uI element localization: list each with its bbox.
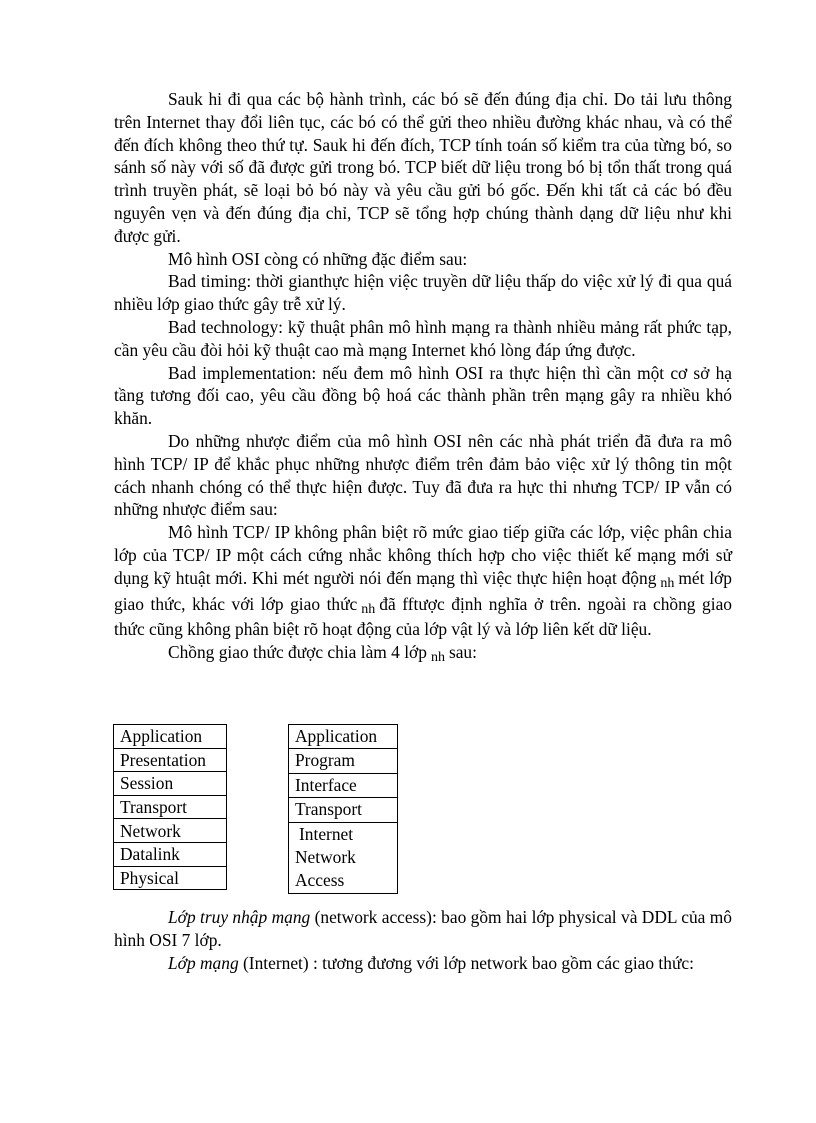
osi-layer-cell: Network (114, 819, 227, 843)
paragraph-packet-routing: Sauk hi đi qua các bộ hành trình, các bó sẽ đến đúng địa chỉ. Do tải lưu thông trên Internet thay đổi liên tục, các bó có thể gửi theo nhiều đường khác nhau, và có thể đến đích không theo thứ tự. Sauk hi đến đích, TCP tính toán số kiểm tra của từng bó, so sánh số này với số đã được gửi trong bó. TCP biết dữ liệu trong bó bị tổn thất trong quá trình truyền phát, sẽ loại bỏ bó này và yêu cầu gửi bó gốc. Đến khi tất cả các bó đều nguyên vẹn và đến đúng địa chỉ, TCP sẽ tổng hợp chúng thành dạng dữ liệu như khi được gửi. (114, 89, 732, 246)
tcpip-layer-label: Transport (295, 799, 362, 820)
table-row (289, 773, 398, 797)
table-row (114, 819, 227, 843)
paragraph-bad-implementation: Bad implementation: nếu đem mô hình OSI ra thực hiện thì cần một cơ sở hạ tầng tương đối cao, yêu cầu đồng bộ hoá các thành phần trên mạng gây ra nhiều khó khăn. (114, 362, 732, 429)
nh-fragment-2: nh (361, 601, 376, 617)
tcpip-interface-cell (289, 773, 398, 797)
tcpip-application-cell (289, 725, 398, 749)
table-row (114, 748, 227, 772)
stack-intro-tail: sau: (448, 642, 477, 663)
paragraph-network-access (114, 906, 732, 952)
table-row (289, 798, 398, 822)
tcpip-layer-label: Internet (299, 823, 354, 844)
table-row (289, 749, 398, 773)
nh-fragment-3: nh (430, 650, 445, 666)
table-row (289, 822, 398, 893)
osi-layer-cell: Transport (114, 795, 227, 819)
osi-layer-cell: Application (114, 725, 227, 749)
osi-layer-cell: Session (114, 772, 227, 796)
layer-comparison (113, 724, 413, 890)
table-row (289, 725, 398, 749)
tcpip-program-cell (289, 749, 398, 773)
stack-intro-text: Chồng giao thức được chia làm 4 lớp (168, 642, 427, 663)
tcpip-internet-network-access-cell (289, 822, 398, 893)
table-row (114, 795, 227, 819)
tcpip-weakness-text-1: Mô hình TCP/ IP không phân biệt rõ mức giao tiếp giữa các lớp, việc phân chia lớp của TCP/ IP một cách cứng nhắc không thích hợp cho việc thiết kế mạng mới sử dụng kỹ htuật mới. Khi mét người nói đến mạng thì việc thực hiện hoạt động (114, 522, 732, 588)
paragraph-bad-timing: Bad timing: thời gianthực hiện việc truyền dữ liệu thấp do việc xử lý đi qua quá nhiều lớp giao thức gây trễ xử lý. (114, 271, 732, 315)
paragraph-internet-layer (114, 952, 732, 975)
network-access-term: Lớp truy nhập mạng (168, 907, 311, 927)
tcpip-layer-label: Interface (295, 774, 357, 795)
tcpip-layer-label: Program (295, 750, 355, 771)
osi-layer-cell: Presentation (114, 748, 227, 772)
table-row (114, 866, 227, 890)
document-body (114, 88, 732, 667)
tcpip-layer-label: Access (295, 870, 345, 891)
tcpip-weakness-text-2: mét lớp giao thức, khác với lớp giao thức (114, 567, 732, 614)
tcpip-layer-label: Network (295, 847, 356, 868)
table-row (114, 772, 227, 796)
paragraph-osi-features-intro: Mô hình OSI còng có những đặc điểm sau: (168, 248, 468, 269)
tcpip-transport-cell (289, 798, 398, 822)
internet-layer-text: (Internet) : tương đương với lớp network bao gồm các giao thức: (238, 952, 694, 973)
osi-layer-cell: Datalink (114, 842, 227, 866)
osi-layer-table (113, 724, 227, 890)
paragraph-bad-technology: Bad technology: kỹ thuật phân mô hình mạng ra thành nhiều mảng rất phức tạp, cần yêu cầu đòi hỏi kỹ thuật cao mà mạng Internet khó lòng đáp ứng được. (114, 316, 732, 360)
table-row (114, 725, 227, 749)
tcpip-layer-table (288, 724, 398, 894)
internet-layer-term: Lớp mạng (168, 952, 239, 973)
tcpip-weakness-text-3: đã fftược định nghĩa ở trên. ngoài ra chồng giao thức cũng không phân biệt rõ hoạt động của lớp vật lý và lớp liên kết dữ liệu. (114, 593, 732, 640)
osi-layer-cell: Physical (114, 866, 227, 890)
table-row (114, 842, 227, 866)
paragraph-stack-intro (114, 641, 732, 667)
network-access-text: (network access): bao gồm hai lớp physical và DDL của mô hình OSI 7 lớp. (114, 907, 732, 950)
paragraph-tcpip-origin: Do những nhược điểm của mô hình OSI nên các nhà phát triển đã đưa ra mô hình TCP/ IP để khắc phục những nhược điểm trên đảm bảo việc xử lý thông tin một cách nhanh chóng có thể thực hiện được. Tuy đã đưa ra hực thi nhưng TCP/ IP vẫn có những nhược điểm sau: (114, 430, 732, 520)
paragraph-tcpip-weakness (114, 521, 732, 641)
nh-fragment-1: nh (660, 575, 675, 591)
tcpip-layer-label: Application (295, 726, 378, 746)
document-body-continued (114, 906, 732, 974)
